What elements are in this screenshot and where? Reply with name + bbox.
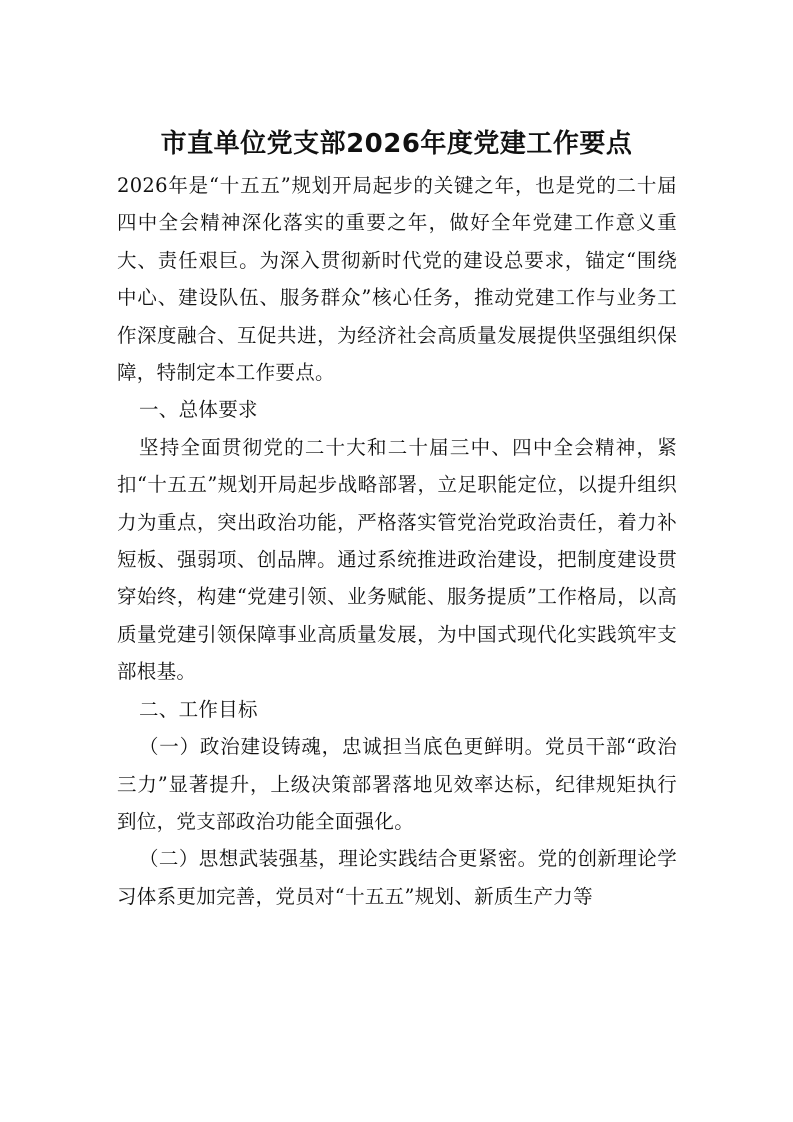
section-heading-general-requirements: 一、总体要求 [139,398,258,422]
document-body [117,167,677,915]
goal-paragraph-ideological: （二）思想武装强基，理论实践结合更紧密。党的创新理论学习体系更加完善，党员对“十五五”规划、新质生产力等 [117,847,677,908]
document-title: 市直单位党支部2026年度党建工作要点 [160,129,633,159]
section-heading-work-goals: 二、工作目标 [139,697,258,721]
goal-paragraph-political: （一）政治建设铸魂，忠诚担当底色更鲜明。党员干部“政治三力”显著提升，上级决策部署落地见效率达标，纪律规矩执行到位，党支部政治功能全面强化。 [117,735,677,833]
intro-paragraph: 2026年是“十五五”规划开局起步的关键之年，也是党的二十届四中全会精神深化落实的重要之年，做好全年党建工作意义重大、责任艰巨。为深入贯彻新时代党的建设总要求，锚定“围绕中心、建设队伍、服务群众”核心任务，推动党建工作与业务工作深度融合、互促共进，为经济社会高质量发展提供坚强组织保障，特制定本工作要点。 [117,174,677,385]
general-requirements-paragraph: 坚持全面贯彻党的二十大和二十届三中、四中全会精神，紧扣“十五五”规划开局起步战略部署，立足职能定位，以提升组织力为重点，突出政治功能，严格落实管党治党政治责任，着力补短板、强弱项、创品牌。通过系统推进政治建设，把制度建设贯穿始终，构建“党建引领、业务赋能、服务提质”工作格局，以高质量党建引领保障事业高质量发展，为中国式现代化实践筑牢支部根基。 [117,435,677,684]
